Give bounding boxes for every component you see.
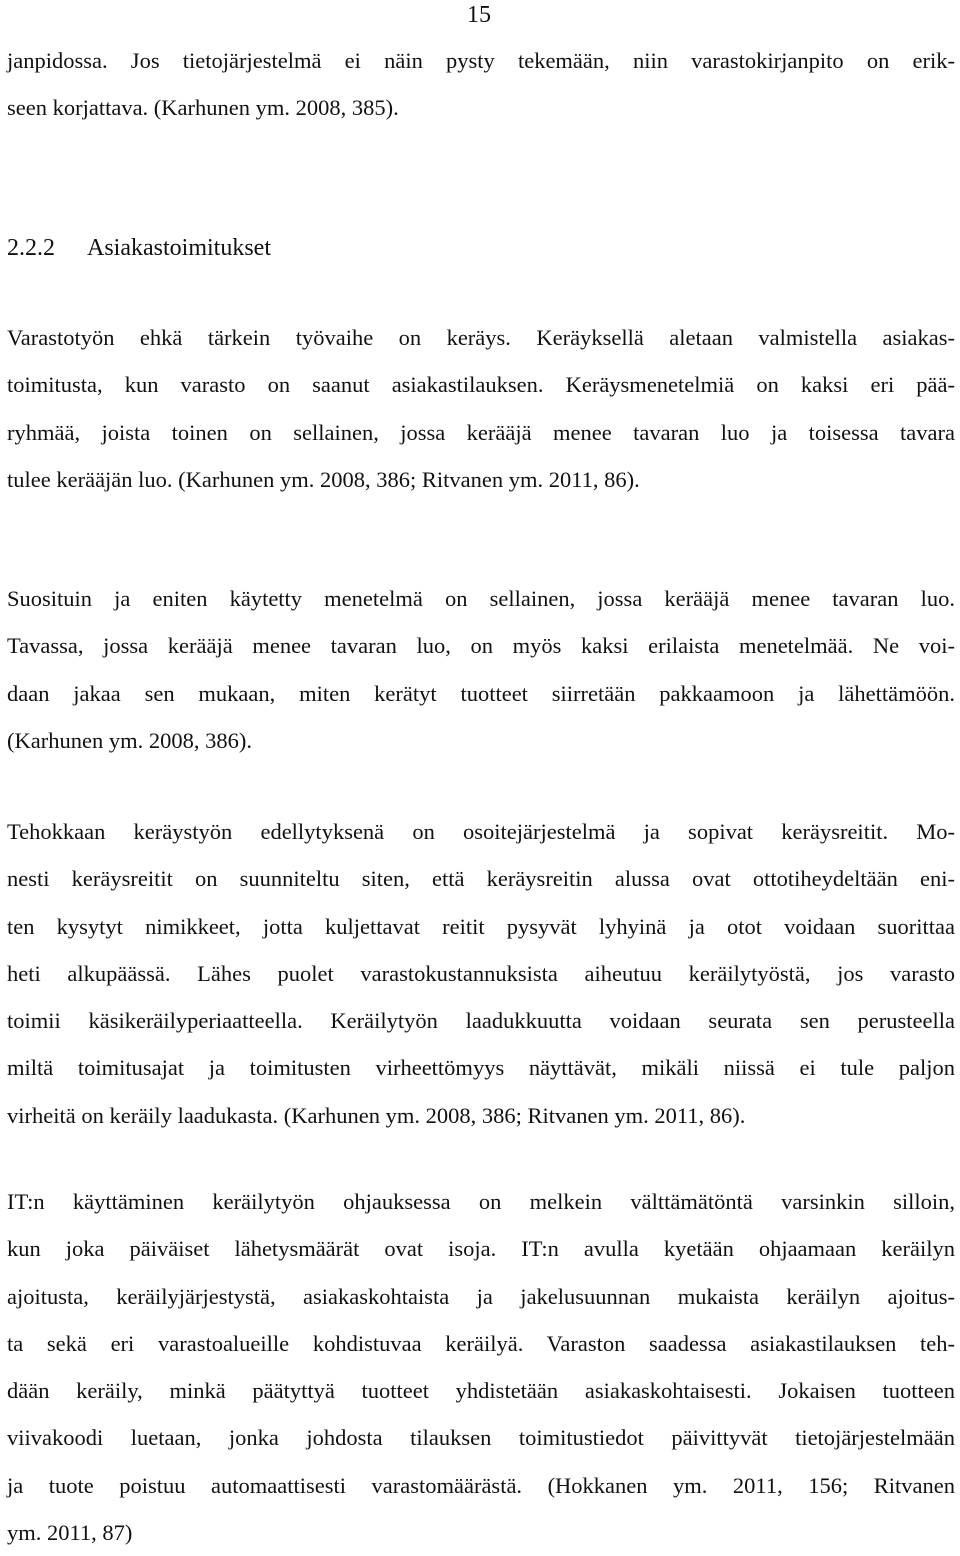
paragraph-2: [7, 575, 955, 764]
text-line: IT:n käyttäminen keräilytyön ohjauksessa on melkein välttämätöntä varsinkin silloin,: [7, 1189, 955, 1214]
paragraph-1: [7, 314, 955, 503]
text-line: (Karhunen ym. 2008, 386).: [7, 727, 252, 753]
text-line: kun joka päiväiset lähetysmäärät ovat isoja. IT:n avulla kyetään ohjaamaan keräilyn: [7, 1236, 955, 1262]
text-line: viivakoodi luetaan, jonka johdosta tilauksen toimitustiedot päivittyvät tietojärjestelmään: [7, 1425, 955, 1451]
text-line: daan jakaa sen mukaan, miten kerätyt tuotteet siirretään pakkaamoon ja lähettämöön.: [7, 680, 955, 706]
text-line: nesti keräysreitit on suunniteltu siten, että keräysreitin alussa ovat ottotiheydeltään eni-: [7, 866, 955, 892]
text-line: tulee kerääjän luo. (Karhunen ym. 2008, 386; Ritvanen ym. 2011, 86).: [7, 466, 640, 492]
text-line: virheitä on keräily laadukasta. (Karhunen ym. 2008, 386; Ritvanen ym. 2011, 86).: [7, 1102, 746, 1128]
section-number: 2.2.2: [7, 235, 55, 261]
page-number: 15: [467, 2, 491, 28]
text-line: toimitusta, kun varasto on saanut asiakastilauksen. Keräysmenetelmiä on kaksi eri pää-: [7, 372, 955, 398]
text-line: Tavassa, jossa kerääjä menee tavaran luo, on myös kaksi erilaista menetelmää. Ne voi-: [7, 633, 955, 659]
text-line: ta sekä eri varastoalueille kohdistuvaa keräilyä. Varaston saadessa asiakastilauksen teh-: [7, 1330, 955, 1356]
text-line: heti alkupäässä. Lähes puolet varastokustannuksista aiheutuu keräilytyöstä, jos varasto: [7, 960, 955, 986]
text-line: Varastotyön ehkä tärkein työvaihe on keräys. Keräyksellä aletaan valmistella asiakas-: [7, 325, 955, 350]
text-line: Tehokkaan keräystyön edellytyksenä on osoitejärjestelmä ja sopivat keräysreitit. Mo-: [7, 819, 955, 844]
intro-paragraph: [7, 37, 955, 132]
text-line: ja tuote poistuu automaattisesti varastomäärästä. (Hokkanen ym. 2011, 156; Ritvanen: [7, 1472, 955, 1498]
text-line: ryhmää, joista toinen on sellainen, jossa kerääjä menee tavaran luo ja toisessa tavara: [7, 419, 955, 445]
text-line: dään keräily, minkä päätyttyä tuotteet yhdistetään asiakaskohtaisesti. Jokaisen tuotteen: [7, 1378, 955, 1404]
section-heading: [7, 226, 271, 270]
text-line: ajoitusta, keräilyjärjestystä, asiakaskohtaista ja jakelusuunnan mukaista keräilyn ajoitus-: [7, 1283, 955, 1309]
text-line: ym. 2011, 87): [7, 1520, 133, 1546]
text-line: miltä toimitusajat ja toimitusten virheettömyys näyttävät, mikäli niissä ei tule paljon: [7, 1055, 955, 1081]
paragraph-4: [7, 1178, 955, 1556]
paragraph-3: [7, 808, 955, 1139]
text-line: ten kysytyt nimikkeet, jotta kuljettavat reitit pysyvät lyhyinä ja otot voidaan suorittaa: [7, 913, 955, 939]
text-line: janpidossa. Jos tietojärjestelmä ei näin pysty tekemään, niin varastokirjanpito on erik-: [7, 48, 955, 73]
section-title: Asiakastoimitukset: [87, 235, 271, 261]
text-line: seen korjattava. (Karhunen ym. 2008, 385).: [7, 95, 399, 121]
text-line: Suosituin ja eniten käytetty menetelmä on sellainen, jossa kerääjä menee tavaran luo.: [7, 586, 955, 611]
text-line: toimii käsikeräilyperiaatteella. Keräilytyön laadukkuutta voidaan seurata sen perusteella: [7, 1008, 955, 1034]
